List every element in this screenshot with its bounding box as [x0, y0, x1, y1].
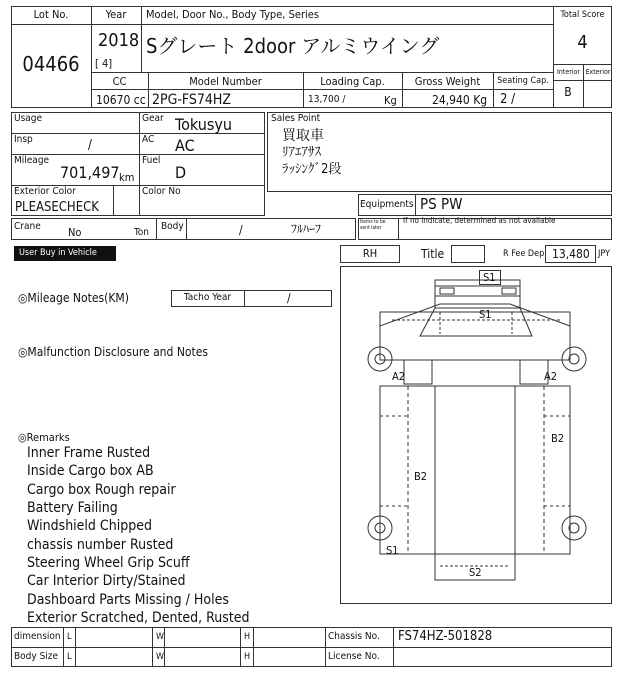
usage-label: Usage: [14, 113, 43, 124]
dimension-label: dimension: [14, 631, 61, 642]
remark-item: Inside Cargo box AB: [27, 463, 154, 479]
lot-label: Lot No.: [33, 8, 69, 21]
handle-value: RH: [362, 247, 378, 260]
year-value: 2018: [98, 30, 140, 51]
size-w-label: W: [156, 652, 165, 662]
seating-cap-value: 2 /: [500, 92, 516, 107]
remark-item: Inner Frame Rusted: [27, 445, 151, 461]
damage-mark: A2: [392, 370, 406, 383]
mileage-notes-label: ◎Mileage Notes(KM): [18, 291, 129, 305]
damage-mark: S2: [469, 566, 482, 579]
fuel-label: Fuel: [142, 155, 161, 166]
model-label: Model, Door No., Body Type, Series: [146, 8, 320, 21]
rfee-value: 13,480: [552, 247, 590, 261]
model-number-label: Model Number: [189, 75, 262, 88]
seating-cap-label: Seating Cap.: [497, 76, 549, 86]
malfunction-label: ◎Malfunction Disclosure and Notes: [18, 345, 208, 359]
body-label: Body: [161, 221, 184, 232]
size-h-label: H: [244, 652, 251, 662]
remark-item: Cargo box Rough repair: [27, 482, 176, 498]
body-size-label: Body Size: [14, 651, 59, 662]
sales-point-label: Sales Point: [271, 113, 321, 124]
color-no-label: Color No: [142, 186, 181, 197]
model-number-value: 2PG-FS74HZ: [152, 92, 232, 108]
fuel-value: D: [175, 163, 187, 182]
tacho-year-label: Tacho Year: [183, 292, 232, 303]
damage-mark: S1: [483, 271, 496, 284]
items-note: Items to be sent later: [360, 219, 386, 231]
sales-point-line-3: ﾗｯｼﾝｸﾞ2段: [282, 162, 342, 177]
equipments-label: Equipments: [360, 199, 414, 210]
insp-value: /: [88, 138, 92, 153]
rfee-unit: JPY: [598, 249, 611, 259]
interior-value: B: [564, 85, 572, 99]
damage-mark: S1: [386, 544, 399, 557]
license-label: License No.: [328, 651, 380, 662]
equipments-value: PS PW: [420, 195, 463, 213]
damage-mark: B2: [551, 432, 565, 445]
gross-weight-value: 24,940 Kg: [432, 93, 488, 107]
title-box: [451, 245, 485, 263]
damage-mark: B2: [414, 470, 428, 483]
crane-label: Crane: [14, 221, 41, 232]
dim-l-label: L: [67, 632, 72, 642]
remark-item: Exterior Scratched, Dented, Rusted: [27, 610, 250, 626]
interior-label: Interior: [557, 68, 580, 76]
mileage-value: 701,497: [60, 163, 120, 182]
mileage-label: Mileage: [14, 155, 50, 166]
cc-value: 10670 cc: [96, 93, 146, 107]
remarks-label: ◎Remarks: [18, 431, 70, 444]
gear-value: Tokusyu: [175, 115, 232, 134]
size-l-label: L: [67, 652, 72, 662]
loading-cap-label: Loading Cap.: [320, 75, 385, 88]
year-label: Year: [105, 8, 127, 21]
exterior-color-value: PLEASECHECK: [15, 200, 99, 215]
ac-value: AC: [175, 136, 195, 155]
dim-w-label: W: [156, 632, 165, 642]
mileage-unit: km: [119, 171, 135, 184]
damage-mark: S1: [479, 308, 492, 321]
remark-item: Car Interior Dirty/Stained: [27, 573, 186, 589]
lot-value: 04466: [22, 52, 80, 76]
exterior-label: Exterior: [585, 68, 611, 76]
remark-item: Windshield Chipped: [27, 518, 152, 534]
cc-label: CC: [112, 75, 127, 88]
body-type: ﾌﾙﾊｰﾌ: [291, 222, 322, 236]
chassis-value: FS74HZ-501828: [398, 629, 493, 644]
user-buy-text: User Buy in Vehicle: [19, 248, 97, 258]
remark-item: Battery Failing: [27, 500, 118, 516]
remark-item: Dashboard Parts Missing / Holes: [27, 592, 229, 608]
exterior-color-label: Exterior Color: [14, 186, 76, 197]
gear-label: Gear: [142, 113, 164, 124]
sales-point-line-1: 買取車: [282, 128, 324, 144]
body-value: /: [239, 223, 243, 237]
crane-unit: Ton: [134, 227, 149, 238]
loading-cap-unit: Kg: [384, 94, 397, 107]
year-month: [ 4]: [95, 57, 113, 70]
total-score-label: Total Score: [560, 10, 605, 20]
ac-label: AC: [142, 134, 155, 145]
remark-item: chassis number Rusted: [27, 537, 174, 553]
sales-point-line-2: ﾘｱｴｱｻｽ: [282, 145, 321, 160]
rfee-label: R Fee Dep.: [503, 249, 547, 259]
total-score-value: 4: [577, 32, 588, 53]
tacho-year-value: /: [287, 291, 291, 305]
chassis-label: Chassis No.: [328, 631, 380, 642]
crane-value: No: [68, 226, 82, 239]
no-indicate-note: If no indicate, determined as not available: [403, 216, 556, 225]
model-value: Sグレート 2door アルミウイング: [146, 34, 440, 58]
remark-item: Steering Wheel Grip Scuff: [27, 555, 190, 571]
gross-weight-label: Gross Weight: [414, 75, 481, 88]
damage-mark: A2: [544, 370, 558, 383]
dim-h-label: H: [244, 632, 251, 642]
insp-label: Insp: [14, 134, 33, 145]
truck-diagram: [340, 266, 612, 604]
title-label: Title: [421, 247, 445, 261]
loading-cap-value: 13,700 /: [308, 94, 346, 105]
